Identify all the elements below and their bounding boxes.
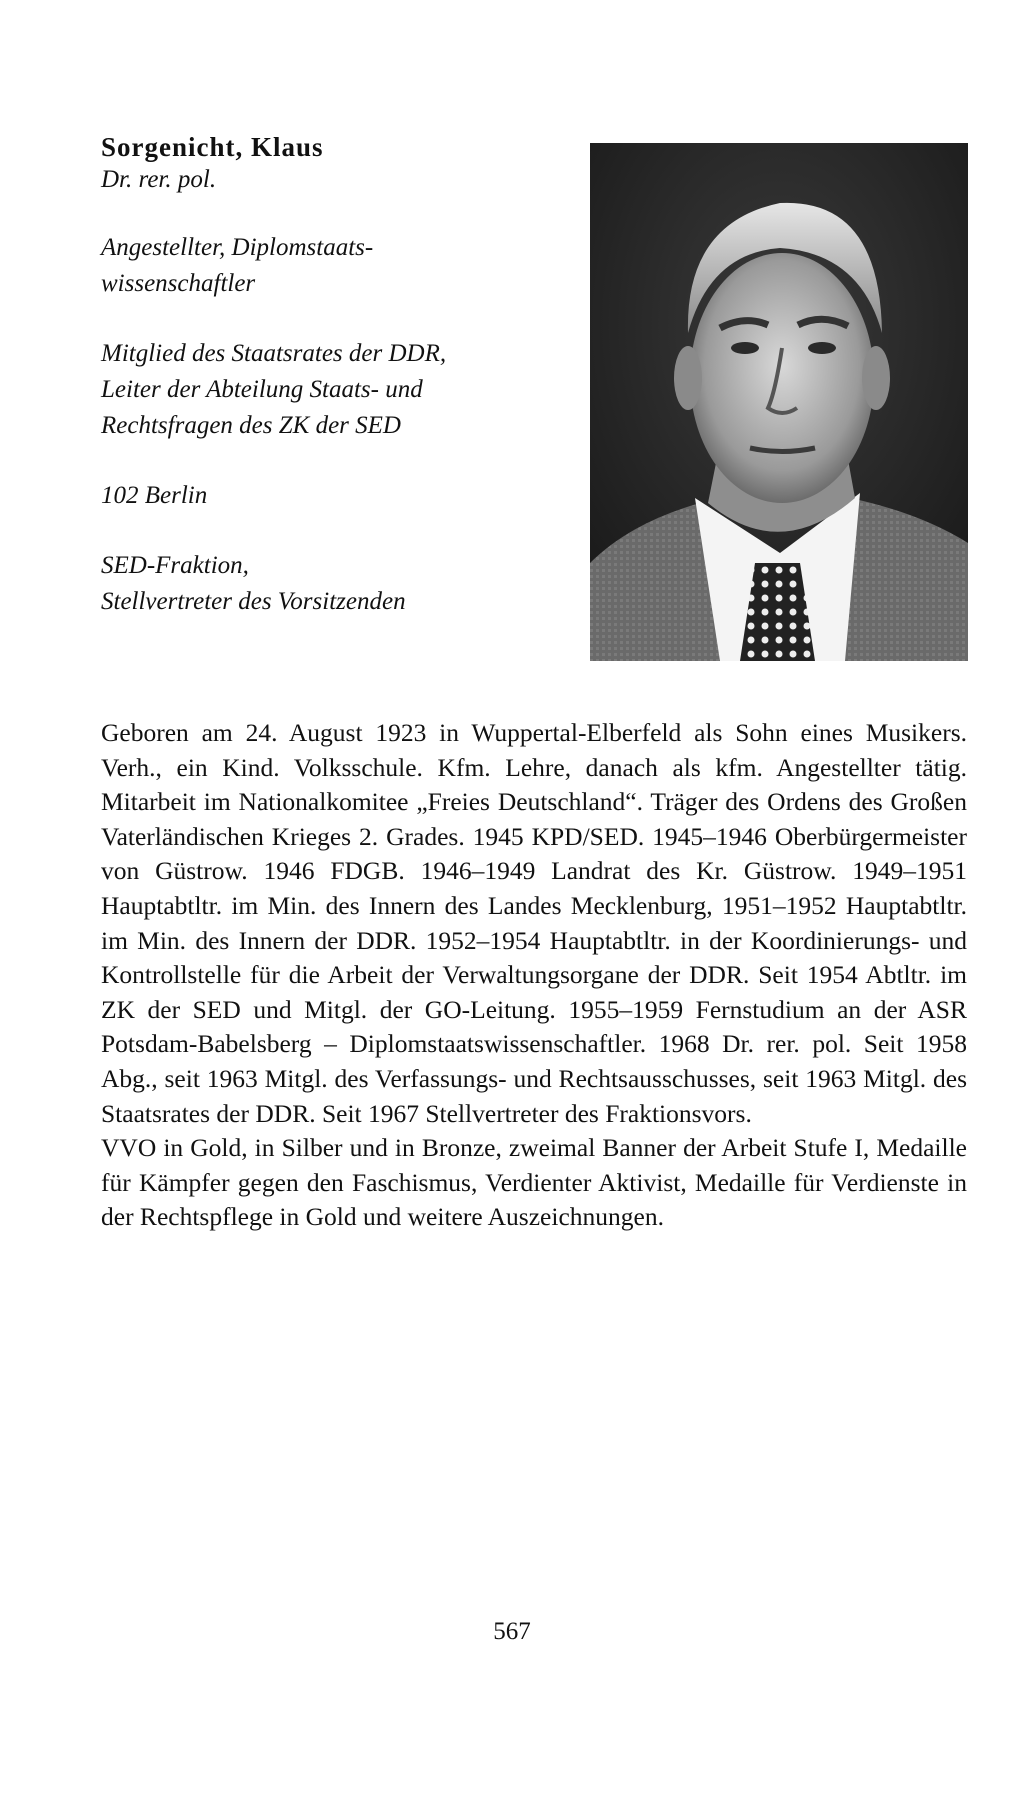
function-line: Leiter der Abteilung Staats- und [101,376,423,403]
profession-line: wissenschaftler [101,270,256,297]
fraction [101,548,571,620]
fraction-line: Stellvertreter des Vorsitzenden [101,588,406,615]
academic-title: Dr. rer. pol. [101,166,217,193]
entry-header [101,130,571,620]
portrait-illustration [590,143,968,661]
portrait-photo [590,143,968,661]
location-line: 102 Berlin [101,482,208,509]
function-line: Mitglied des Staatsrates der DDR, [101,340,447,367]
person-name: Sorgenicht, Klaus [101,132,324,162]
page-number: 567 [493,1618,531,1645]
biography [101,716,967,1235]
location [101,478,571,514]
profession [101,230,571,302]
function-line: Rechtsfragen des ZK der SED [101,412,401,439]
biography-text: Geboren am 24. August 1923 in Wuppertal-Elberfeld als Sohn eines Musikers. Verh., ein Kind. Volksschule. Kfm. Lehre, danach als kfm. Angestellter tätig. Mitarbeit im Nationalkomitee „Freies Deutschland“. Träger des Ordens des Großen Vaterländischen Krieges 2. Grades. 1945 KPD/SED. 1945–1946 Oberbürgermeister von Güstrow. 1946 FDGB. 1946–1949 Landrat des Kr. Güstrow. 1949–1951 Hauptabtltr. im Min. des Innern des Landes Mecklenburg, 1951–1952 Hauptabtltr. im Min. des Innern der DDR. 1952–1954 Hauptabtltr. in der Koordinierungs- und Kontrollstelle für die Arbeit der Verwaltungsorgane der DDR. Seit 1954 Abtltr. im ZK der SED und Mitgl. der GO-Leitung. 1955–1959 Fernstudium an der ASR Potsdam-Babelsberg – Diplomstaatswissenschaftler. 1968 Dr. rer. pol. Seit 1958 Abg., seit 1963 Mitgl. des Verfassungs- und Rechtsausschusses, seit 1963 Mitgl. des Staatsrates der DDR. Seit 1967 Stellvertreter des Fraktionsvors. [101,718,967,1128]
functions [101,336,571,444]
awards-text: VVO in Gold, in Silber und in Bronze, zweimal Banner der Arbeit Stufe I, Medaille für Kämpfer gegen den Faschismus, Verdienter Aktivist, Medaille für Verdienste in der Rechtspflege in Gold und weitere Auszeichnungen. [101,1133,967,1232]
fraction-line: SED-Fraktion, [101,552,249,579]
profession-line: Angestellter, Diplomstaats- [101,234,374,261]
